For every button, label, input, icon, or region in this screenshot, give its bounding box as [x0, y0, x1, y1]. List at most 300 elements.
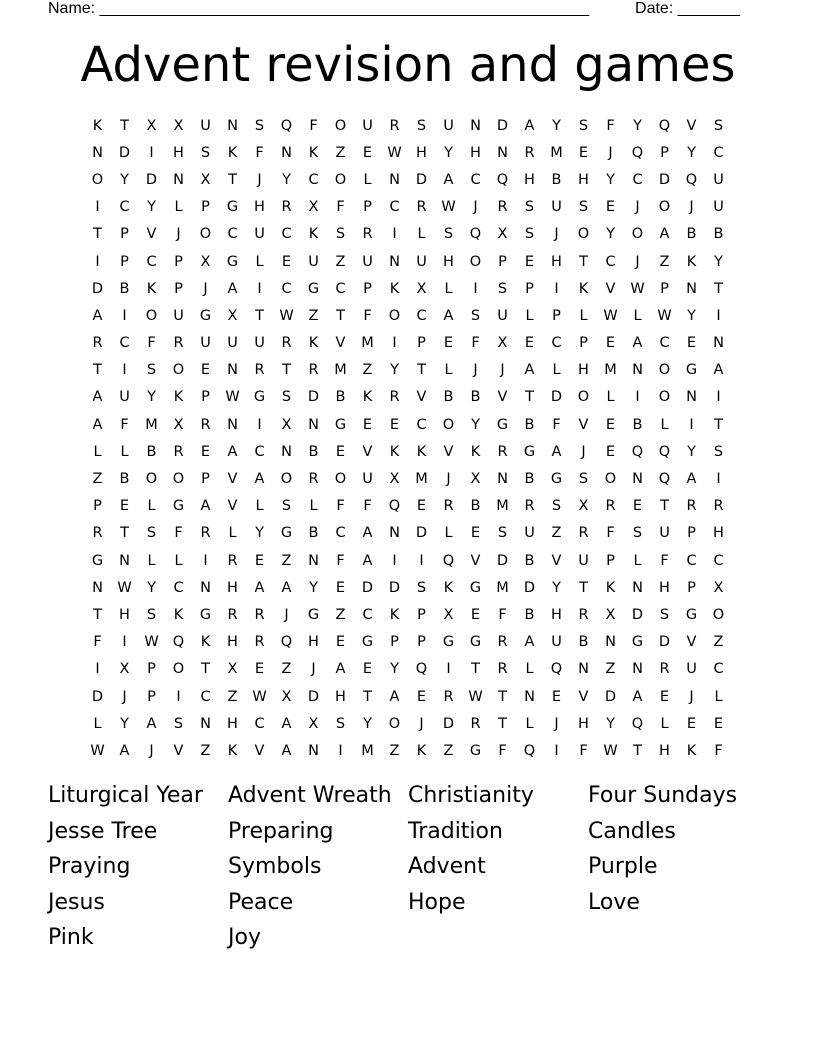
grid-letter[interactable]: I — [257, 416, 262, 433]
grid-letter[interactable]: H — [173, 144, 184, 161]
grid-letter[interactable]: E — [200, 362, 211, 379]
grid-letter[interactable]: E — [632, 498, 643, 515]
grid-letter[interactable]: B — [470, 389, 481, 406]
grid-letter[interactable]: W — [279, 307, 294, 324]
grid-letter[interactable]: I — [392, 226, 397, 243]
grid-letter[interactable]: K — [173, 389, 184, 406]
grid-letter[interactable]: R — [173, 443, 184, 460]
grid-letter[interactable]: S — [659, 606, 670, 623]
grid-letter[interactable]: E — [713, 715, 724, 732]
grid-letter[interactable]: L — [309, 498, 318, 515]
grid-letter[interactable]: A — [524, 117, 535, 134]
grid-letter[interactable]: B — [308, 525, 319, 542]
grid-letter[interactable]: S — [146, 606, 157, 623]
grid-letter[interactable]: O — [388, 715, 401, 732]
grid-letter[interactable]: Z — [551, 525, 562, 542]
grid-letter[interactable]: L — [525, 307, 534, 324]
grid-letter[interactable]: I — [338, 742, 343, 759]
grid-letter[interactable]: N — [524, 688, 535, 705]
grid-letter[interactable]: X — [578, 498, 589, 515]
grid-letter[interactable]: T — [525, 389, 534, 406]
grid-letter[interactable]: M — [145, 416, 158, 433]
grid-letter[interactable]: H — [551, 606, 562, 623]
grid-letter[interactable]: R — [497, 634, 508, 651]
grid-letter[interactable]: P — [174, 253, 183, 270]
grid-letter[interactable]: H — [551, 253, 562, 270]
grid-letter[interactable]: Y — [282, 171, 291, 188]
grid-letter[interactable]: C — [281, 280, 292, 297]
grid-letter[interactable]: K — [605, 579, 616, 596]
grid-letter[interactable]: K — [578, 280, 589, 297]
grid-letter[interactable]: U — [173, 307, 184, 324]
grid-letter[interactable]: V — [416, 389, 427, 406]
grid-letter[interactable]: L — [714, 688, 723, 705]
grid-letter[interactable]: S — [578, 117, 589, 134]
grid-letter[interactable]: B — [551, 171, 562, 188]
grid-letter[interactable]: W — [657, 307, 672, 324]
grid-letter[interactable]: J — [446, 471, 451, 488]
grid-letter[interactable]: U — [524, 525, 535, 542]
grid-letter[interactable]: U — [686, 661, 697, 678]
grid-letter[interactable]: R — [443, 498, 454, 515]
grid-letter[interactable]: G — [334, 416, 347, 433]
grid-letter[interactable]: G — [469, 634, 482, 651]
grid-letter[interactable]: P — [552, 307, 561, 324]
grid-letter[interactable]: X — [200, 253, 211, 270]
grid-letter[interactable]: A — [524, 362, 535, 379]
grid-letter[interactable]: N — [686, 280, 697, 297]
grid-letter[interactable]: F — [147, 335, 156, 352]
grid-letter[interactable]: U — [551, 634, 562, 651]
grid-letter[interactable]: C — [416, 416, 427, 433]
grid-letter[interactable]: R — [524, 144, 535, 161]
grid-letter[interactable]: Q — [280, 117, 293, 134]
grid-letter[interactable]: K — [146, 280, 157, 297]
grid-letter[interactable]: G — [91, 552, 104, 569]
grid-letter[interactable]: C — [659, 335, 670, 352]
grid-letter[interactable]: M — [550, 144, 563, 161]
grid-letter[interactable]: R — [713, 498, 724, 515]
grid-letter[interactable]: I — [257, 280, 262, 297]
grid-letter[interactable]: E — [200, 443, 211, 460]
grid-letter[interactable]: K — [389, 280, 400, 297]
grid-letter[interactable]: Z — [389, 742, 400, 759]
grid-letter[interactable]: O — [631, 226, 644, 243]
grid-letter[interactable]: I — [122, 634, 127, 651]
grid-letter[interactable]: U — [713, 171, 724, 188]
grid-letter[interactable]: Q — [415, 661, 428, 678]
grid-letter[interactable]: P — [363, 199, 372, 216]
grid-letter[interactable]: O — [334, 171, 347, 188]
grid-letter[interactable]: Z — [659, 253, 670, 270]
grid-letter[interactable]: N — [632, 362, 643, 379]
grid-letter[interactable]: U — [362, 117, 373, 134]
grid-letter[interactable]: M — [496, 498, 509, 515]
grid-letter[interactable]: G — [280, 525, 293, 542]
grid-letter[interactable]: S — [443, 226, 454, 243]
grid-letter[interactable]: X — [281, 416, 292, 433]
grid-letter[interactable]: D — [658, 171, 671, 188]
grid-letter[interactable]: B — [686, 226, 697, 243]
grid-letter[interactable]: P — [687, 579, 696, 596]
grid-letter[interactable]: C — [713, 144, 724, 161]
grid-letter[interactable]: F — [714, 742, 723, 759]
grid-letter[interactable]: F — [660, 552, 669, 569]
grid-letter[interactable]: T — [633, 742, 642, 759]
grid-letter[interactable]: V — [254, 742, 265, 759]
grid-letter[interactable]: O — [712, 606, 725, 623]
grid-letter[interactable]: D — [550, 389, 563, 406]
grid-letter[interactable]: I — [149, 144, 154, 161]
grid-letter[interactable]: D — [415, 525, 428, 542]
grid-letter[interactable]: V — [605, 280, 616, 297]
grid-letter[interactable]: Y — [552, 117, 561, 134]
grid-letter[interactable]: B — [146, 443, 157, 460]
grid-letter[interactable]: Q — [685, 171, 698, 188]
grid-letter[interactable]: F — [579, 742, 588, 759]
grid-letter[interactable]: F — [552, 416, 561, 433]
grid-letter[interactable]: S — [578, 199, 589, 216]
grid-letter[interactable]: C — [416, 307, 427, 324]
grid-letter[interactable]: N — [578, 661, 589, 678]
grid-letter[interactable]: V — [578, 416, 589, 433]
grid-letter[interactable]: F — [363, 307, 372, 324]
grid-letter[interactable]: J — [689, 199, 694, 216]
grid-letter[interactable]: T — [255, 307, 264, 324]
grid-letter[interactable]: T — [93, 362, 102, 379]
grid-letter[interactable]: C — [173, 579, 184, 596]
grid-letter[interactable]: C — [119, 335, 130, 352]
grid-letter[interactable]: F — [606, 117, 615, 134]
grid-letter[interactable]: P — [363, 280, 372, 297]
grid-letter[interactable]: F — [471, 335, 480, 352]
grid-letter[interactable]: J — [419, 715, 424, 732]
grid-letter[interactable]: W — [630, 280, 645, 297]
grid-letter[interactable]: Z — [713, 634, 724, 651]
grid-letter[interactable]: U — [119, 389, 130, 406]
grid-letter[interactable]: N — [119, 552, 130, 569]
grid-letter[interactable]: Z — [92, 471, 103, 488]
grid-letter[interactable]: G — [469, 742, 482, 759]
grid-letter[interactable]: Y — [714, 253, 723, 270]
grid-letter[interactable]: T — [228, 171, 237, 188]
grid-letter[interactable]: N — [632, 471, 643, 488]
grid-letter[interactable]: O — [145, 307, 158, 324]
grid-letter[interactable]: R — [443, 688, 454, 705]
grid-letter[interactable]: C — [308, 171, 319, 188]
grid-letter[interactable]: U — [659, 525, 670, 542]
grid-letter[interactable]: C — [281, 226, 292, 243]
grid-letter[interactable]: N — [308, 742, 319, 759]
grid-letter[interactable]: Y — [606, 715, 615, 732]
grid-letter[interactable]: M — [361, 335, 374, 352]
grid-letter[interactable]: A — [92, 416, 103, 433]
grid-letter[interactable]: R — [227, 552, 238, 569]
grid-letter[interactable]: S — [281, 498, 292, 515]
grid-letter[interactable]: A — [227, 280, 238, 297]
grid-letter[interactable]: L — [444, 362, 453, 379]
grid-letter[interactable]: A — [362, 525, 373, 542]
grid-letter[interactable]: O — [658, 362, 671, 379]
grid-letter[interactable]: U — [254, 335, 265, 352]
grid-letter[interactable]: R — [254, 634, 265, 651]
grid-letter[interactable]: E — [254, 661, 265, 678]
grid-letter[interactable]: I — [473, 280, 478, 297]
grid-letter[interactable]: D — [388, 579, 401, 596]
grid-letter[interactable]: O — [334, 471, 347, 488]
grid-letter[interactable]: Q — [442, 552, 455, 569]
grid-letter[interactable]: O — [91, 171, 104, 188]
grid-letter[interactable]: P — [417, 606, 426, 623]
grid-letter[interactable]: K — [686, 742, 697, 759]
grid-letter[interactable]: V — [686, 117, 697, 134]
date-field[interactable]: Date: _______ — [635, 0, 740, 17]
grid-letter[interactable]: L — [120, 443, 129, 460]
grid-letter[interactable]: P — [579, 335, 588, 352]
grid-letter[interactable]: H — [524, 171, 535, 188]
grid-letter[interactable]: T — [201, 661, 210, 678]
grid-letter[interactable]: I — [419, 552, 424, 569]
grid-letter[interactable]: A — [254, 579, 265, 596]
grid-letter[interactable]: G — [253, 389, 266, 406]
grid-letter[interactable]: K — [308, 226, 319, 243]
grid-letter[interactable]: C — [335, 525, 346, 542]
grid-letter[interactable]: Q — [658, 117, 671, 134]
grid-letter[interactable]: Y — [147, 579, 156, 596]
grid-letter[interactable]: H — [659, 742, 670, 759]
grid-letter[interactable]: L — [363, 171, 372, 188]
grid-letter[interactable]: R — [416, 199, 427, 216]
grid-letter[interactable]: S — [713, 117, 724, 134]
grid-letter[interactable]: K — [470, 443, 481, 460]
grid-letter[interactable]: V — [146, 226, 157, 243]
grid-letter[interactable]: L — [525, 715, 534, 732]
grid-letter[interactable]: B — [119, 471, 130, 488]
grid-letter[interactable]: G — [307, 606, 320, 623]
grid-letter[interactable]: S — [578, 471, 589, 488]
grid-letter[interactable]: E — [362, 661, 373, 678]
grid-letter[interactable]: J — [473, 199, 478, 216]
grid-letter[interactable]: Z — [281, 552, 292, 569]
grid-letter[interactable]: U — [713, 199, 724, 216]
grid-letter[interactable]: N — [632, 579, 643, 596]
grid-letter[interactable]: Y — [552, 579, 561, 596]
grid-letter[interactable]: X — [227, 307, 238, 324]
grid-letter[interactable]: H — [227, 634, 238, 651]
grid-letter[interactable]: D — [91, 280, 104, 297]
grid-letter[interactable]: Q — [631, 144, 644, 161]
grid-letter[interactable]: K — [200, 634, 211, 651]
grid-letter[interactable]: P — [201, 199, 210, 216]
grid-letter[interactable]: Y — [120, 171, 129, 188]
grid-letter[interactable]: P — [147, 661, 156, 678]
grid-letter[interactable]: C — [335, 280, 346, 297]
grid-letter[interactable]: E — [605, 335, 616, 352]
grid-letter[interactable]: E — [443, 335, 454, 352]
grid-letter[interactable]: G — [685, 362, 698, 379]
grid-letter[interactable]: O — [145, 471, 158, 488]
grid-letter[interactable]: H — [578, 171, 589, 188]
grid-letter[interactable]: I — [122, 307, 127, 324]
grid-letter[interactable]: U — [362, 471, 373, 488]
grid-letter[interactable]: B — [524, 471, 535, 488]
grid-letter[interactable]: D — [658, 634, 671, 651]
grid-letter[interactable]: L — [660, 416, 669, 433]
grid-letter[interactable]: W — [441, 199, 456, 216]
grid-letter[interactable]: Z — [362, 362, 373, 379]
grid-letter[interactable]: J — [122, 688, 127, 705]
grid-letter[interactable]: V — [470, 552, 481, 569]
grid-letter[interactable]: S — [335, 715, 346, 732]
grid-letter[interactable]: B — [632, 416, 643, 433]
grid-letter[interactable]: G — [307, 280, 320, 297]
grid-letter[interactable]: E — [362, 144, 373, 161]
grid-letter[interactable]: U — [578, 552, 589, 569]
grid-letter[interactable]: G — [361, 634, 374, 651]
grid-letter[interactable]: A — [281, 742, 292, 759]
grid-letter[interactable]: Z — [605, 661, 616, 678]
grid-letter[interactable]: L — [444, 280, 453, 297]
grid-letter[interactable]: D — [496, 117, 509, 134]
grid-letter[interactable]: I — [392, 335, 397, 352]
grid-letter[interactable]: Y — [687, 443, 696, 460]
grid-letter[interactable]: D — [604, 688, 617, 705]
grid-letter[interactable]: S — [200, 144, 211, 161]
grid-letter[interactable]: A — [443, 171, 454, 188]
grid-letter[interactable]: R — [254, 362, 265, 379]
grid-letter[interactable]: A — [713, 362, 724, 379]
grid-letter[interactable]: E — [362, 416, 373, 433]
grid-letter[interactable]: S — [146, 525, 157, 542]
grid-letter[interactable]: N — [173, 171, 184, 188]
grid-letter[interactable]: X — [443, 606, 454, 623]
grid-letter[interactable]: Y — [147, 199, 156, 216]
grid-letter[interactable]: B — [713, 226, 724, 243]
grid-letter[interactable]: C — [686, 552, 697, 569]
grid-letter[interactable]: C — [605, 253, 616, 270]
grid-letter[interactable]: F — [363, 498, 372, 515]
grid-letter[interactable]: P — [498, 253, 507, 270]
grid-letter[interactable]: V — [227, 471, 238, 488]
grid-letter[interactable]: P — [174, 280, 183, 297]
grid-letter[interactable]: K — [443, 579, 454, 596]
grid-letter[interactable]: N — [389, 171, 400, 188]
grid-letter[interactable]: Z — [335, 253, 346, 270]
grid-letter[interactable]: O — [334, 117, 347, 134]
grid-letter[interactable]: E — [335, 443, 346, 460]
grid-letter[interactable]: H — [119, 606, 130, 623]
grid-letter[interactable]: A — [119, 742, 130, 759]
grid-letter[interactable]: J — [257, 171, 262, 188]
grid-letter[interactable]: N — [227, 362, 238, 379]
grid-letter[interactable]: F — [174, 525, 183, 542]
grid-letter[interactable]: F — [336, 552, 345, 569]
grid-letter[interactable]: I — [95, 199, 100, 216]
grid-letter[interactable]: P — [660, 144, 669, 161]
grid-letter[interactable]: P — [417, 335, 426, 352]
grid-letter[interactable]: H — [470, 144, 481, 161]
grid-letter[interactable]: E — [605, 416, 616, 433]
grid-letter[interactable]: N — [389, 253, 400, 270]
grid-letter[interactable]: Q — [496, 171, 509, 188]
grid-letter[interactable]: O — [469, 253, 482, 270]
grid-letter[interactable]: T — [579, 579, 588, 596]
grid-letter[interactable]: K — [389, 606, 400, 623]
grid-letter[interactable]: A — [443, 307, 454, 324]
grid-letter[interactable]: X — [497, 335, 508, 352]
grid-letter[interactable]: G — [199, 307, 212, 324]
grid-letter[interactable]: J — [176, 226, 181, 243]
grid-letter[interactable]: S — [146, 362, 157, 379]
grid-letter[interactable]: J — [554, 715, 559, 732]
grid-letter[interactable]: U — [497, 307, 508, 324]
grid-letter[interactable]: M — [604, 362, 617, 379]
grid-letter[interactable]: J — [203, 280, 208, 297]
grid-letter[interactable]: Y — [390, 362, 399, 379]
grid-letter[interactable]: L — [93, 715, 102, 732]
grid-letter[interactable]: H — [416, 144, 427, 161]
grid-letter[interactable]: B — [443, 389, 454, 406]
grid-letter[interactable]: R — [227, 606, 238, 623]
grid-letter[interactable]: B — [470, 498, 481, 515]
grid-letter[interactable]: S — [497, 525, 508, 542]
grid-letter[interactable]: K — [362, 389, 373, 406]
grid-letter[interactable]: P — [120, 226, 129, 243]
grid-letter[interactable]: Z — [335, 144, 346, 161]
grid-letter[interactable]: I — [95, 661, 100, 678]
grid-letter[interactable]: D — [442, 715, 455, 732]
grid-letter[interactable]: P — [147, 688, 156, 705]
grid-letter[interactable]: G — [226, 253, 239, 270]
grid-letter[interactable]: C — [632, 171, 643, 188]
grid-letter[interactable]: N — [389, 525, 400, 542]
grid-letter[interactable]: E — [524, 253, 535, 270]
grid-letter[interactable]: M — [496, 579, 509, 596]
grid-letter[interactable]: N — [632, 661, 643, 678]
grid-letter[interactable]: U — [551, 199, 562, 216]
grid-letter[interactable]: V — [173, 742, 184, 759]
grid-letter[interactable]: T — [660, 498, 669, 515]
grid-letter[interactable]: I — [716, 307, 721, 324]
grid-letter[interactable]: G — [496, 416, 509, 433]
grid-letter[interactable]: E — [281, 253, 292, 270]
grid-letter[interactable]: Q — [523, 742, 536, 759]
grid-letter[interactable]: Z — [227, 688, 238, 705]
grid-letter[interactable]: L — [147, 498, 156, 515]
grid-letter[interactable]: Q — [469, 226, 482, 243]
grid-letter[interactable]: B — [578, 634, 589, 651]
grid-letter[interactable]: S — [281, 389, 292, 406]
grid-letter[interactable]: R — [524, 498, 535, 515]
grid-letter[interactable]: O — [172, 471, 185, 488]
grid-letter[interactable]: X — [713, 579, 724, 596]
grid-letter[interactable]: H — [254, 199, 265, 216]
grid-letter[interactable]: N — [497, 471, 508, 488]
grid-letter[interactable]: D — [307, 389, 320, 406]
grid-letter[interactable]: P — [93, 498, 102, 515]
grid-letter[interactable]: S — [416, 117, 427, 134]
grid-letter[interactable]: K — [308, 335, 319, 352]
grid-letter[interactable]: W — [90, 742, 105, 759]
grid-letter[interactable]: F — [606, 525, 615, 542]
grid-letter[interactable]: A — [227, 443, 238, 460]
grid-letter[interactable]: R — [389, 389, 400, 406]
grid-letter[interactable]: R — [362, 226, 373, 243]
grid-letter[interactable]: G — [199, 606, 212, 623]
grid-letter[interactable]: E — [686, 715, 697, 732]
grid-letter[interactable]: E — [389, 416, 400, 433]
grid-letter[interactable]: R — [470, 715, 481, 732]
